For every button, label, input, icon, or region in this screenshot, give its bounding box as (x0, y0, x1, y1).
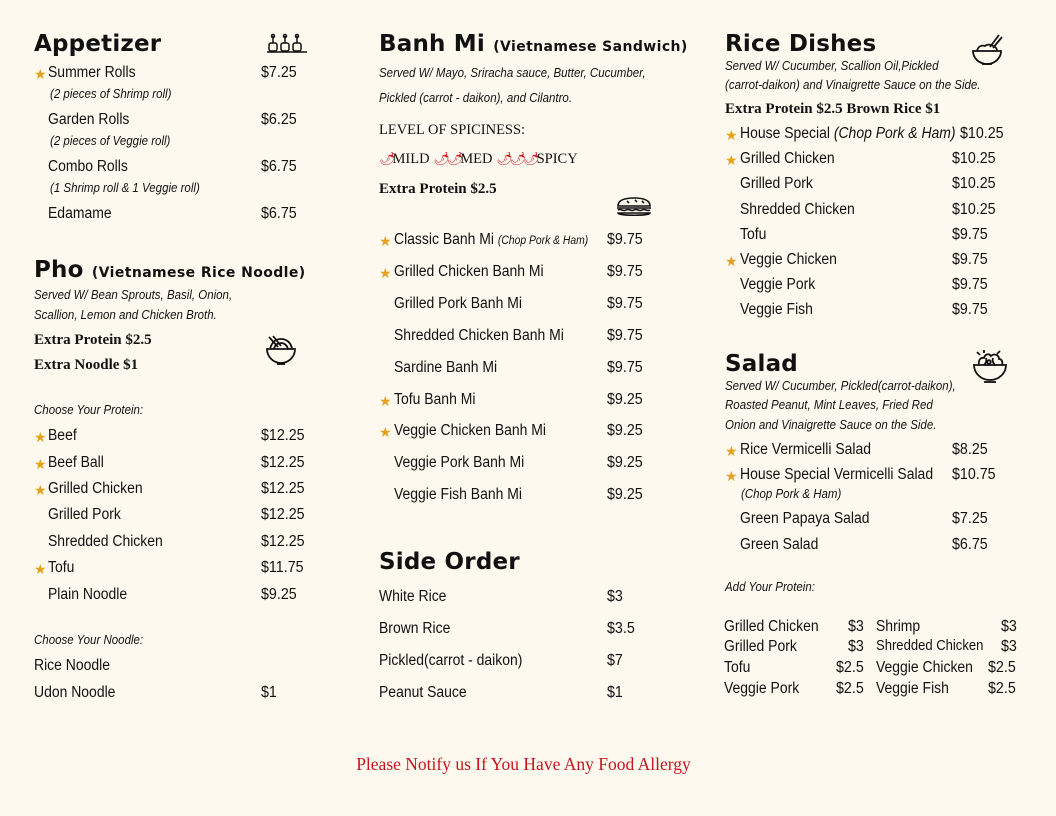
menu-item-price: $9.75 (952, 301, 988, 318)
menu-item-name: Veggie Pork (740, 276, 816, 293)
menu-item-price: $9.75 (607, 359, 643, 376)
menu-item-price: $6.75 (952, 536, 988, 553)
add-protein-price: $3 (848, 618, 864, 635)
menu-item-name: Veggie Fish (740, 301, 813, 318)
menu-item-name: Beef (48, 427, 77, 444)
banhmi-title (379, 33, 688, 56)
side-order-title: Side Order (379, 549, 520, 575)
menu-item-price: $6.75 (261, 158, 297, 175)
menu-item-name: Summer Rolls (48, 64, 136, 81)
chili-pepper-icon: 🌶🌶🌶 (496, 151, 537, 166)
menu-item-price: $12.25 (261, 533, 305, 550)
star-icon: ★ (34, 456, 47, 472)
star-icon: ★ (34, 429, 47, 445)
menu-item-price: $9.75 (607, 231, 643, 248)
menu-item-price: $9.25 (607, 422, 643, 439)
menu-item-name: Veggie Pork Banh Mi (394, 454, 525, 471)
spice-spicy: SPICY (536, 151, 578, 167)
menu-item-price: $1 (607, 684, 623, 701)
star-icon: ★ (34, 66, 47, 82)
add-protein-price: $2.5 (988, 659, 1016, 676)
menu-item-name: Green Papaya Salad (740, 510, 870, 527)
menu-item-name: Peanut Sauce (379, 684, 467, 701)
add-protein-price: $3 (1001, 618, 1017, 635)
menu-item-name: Rice Vermicelli Salad (740, 441, 872, 458)
menu-item-price: $7 (607, 652, 623, 669)
add-protein-name: Tofu (724, 659, 751, 676)
add-protein-price: $2.5 (988, 680, 1016, 697)
menu-item-name: Grilled Chicken (48, 480, 143, 497)
menu-item-name: Udon Noodle (34, 684, 116, 701)
menu-item-price: $9.75 (607, 263, 643, 280)
sandwich-icon (615, 197, 653, 217)
star-icon: ★ (379, 265, 392, 281)
add-protein-price: $2.5 (836, 659, 864, 676)
menu-item-name: Garden Rolls (48, 111, 130, 128)
spice-level-label: LEVEL OF SPICINESS: (379, 122, 526, 138)
add-protein-name: Grilled Pork (724, 638, 797, 655)
salad-description: Served W/ Cucumber, Pickled(carrot-daikon), (725, 379, 956, 393)
menu-item-price: $12.25 (261, 454, 305, 471)
rice-dishes-title: Rice Dishes (725, 31, 877, 57)
pho-title (34, 259, 306, 282)
menu-item-price: $10.25 (952, 201, 996, 218)
menu-item-price: $7.25 (952, 510, 988, 527)
menu-item-price: $12.25 (261, 427, 305, 444)
spice-level-legend (379, 151, 578, 168)
menu-item-name: Green Salad (740, 536, 819, 553)
chili-pepper-icon: 🌶🌶 (433, 151, 461, 166)
star-icon: ★ (725, 468, 738, 484)
star-icon: ★ (725, 253, 738, 269)
menu-item-note: (Chop Pork & Ham) (497, 235, 589, 247)
menu-item-note: (1 Shrimp roll & 1 Veggie roll) (50, 181, 200, 195)
menu-item-price: $9.25 (607, 454, 643, 471)
salad-title: Salad (725, 351, 798, 377)
add-protein-name: Veggie Fish (876, 680, 949, 697)
menu-item-price: $6.25 (261, 111, 297, 128)
pho-extra-noodle: Extra Noodle $1 (34, 357, 139, 373)
menu-item-name: Grilled Pork (48, 506, 121, 523)
menu-item-name: Grilled Pork Banh Mi (394, 295, 522, 312)
choose-protein-label: Choose Your Protein: (34, 403, 144, 417)
menu-item-price: $9.25 (607, 391, 643, 408)
menu-item-price: $10.25 (960, 125, 1004, 142)
pho-bowl-icon (264, 335, 298, 367)
menu-item-name: Tofu (740, 226, 767, 243)
menu-item-price: $8.25 (952, 441, 988, 458)
pho-description: Served W/ Bean Sprouts, Basil, Onion, (34, 288, 233, 302)
menu-item-price: $11.75 (261, 559, 304, 576)
menu-item-name: Veggie Fish Banh Mi (394, 486, 522, 503)
menu-item-price: $12.25 (261, 480, 305, 497)
menu-item-price: $3.5 (607, 620, 635, 637)
menu-item-name: Veggie Chicken Banh Mi (394, 422, 547, 439)
allergy-notice: Please Notify us If You Have Any Food Allergy (356, 754, 691, 774)
menu-item-name: White Rice (379, 588, 447, 605)
appetizer-title: Appetizer (34, 31, 162, 57)
banhmi-title-text: Banh Mi (379, 31, 485, 57)
pho-extra-protein: Extra Protein $2.5 (34, 332, 152, 348)
banhmi-description: Pickled (carrot - daikon), and Cilantro. (379, 91, 573, 105)
salad-bowl-icon (972, 349, 1008, 383)
add-protein-name: Veggie Pork (724, 680, 800, 697)
salad-description: Onion and Vinaigrette Sauce on the Side. (725, 418, 937, 432)
rice-description: (carrot-daikon) and Vinaigrette Sauce on the Side. (725, 78, 981, 92)
rice-bowl-chopsticks-icon (970, 34, 1004, 66)
menu-item-name: House Special (Chop Pork & Ham) (740, 125, 956, 142)
add-protein-name: Veggie Chicken (876, 659, 973, 676)
menu-item-note: (Chop Pork & Ham) (833, 125, 956, 142)
skewer-appetizer-icon (265, 33, 309, 55)
menu-item-name: Shredded Chicken (740, 201, 855, 218)
rice-description: Served W/ Cucumber, Scallion Oil,Pickled (725, 59, 939, 73)
menu-item-name: Brown Rice (379, 620, 451, 637)
menu-item-price: $10.25 (952, 175, 996, 192)
menu-item-price: $6.75 (261, 205, 297, 222)
menu-item-price: $9.75 (607, 295, 643, 312)
choose-noodle-label: Choose Your Noodle: (34, 633, 144, 647)
rice-extra: Extra Protein $2.5 Brown Rice $1 (725, 101, 941, 117)
banhmi-description: Served W/ Mayo, Sriracha sauce, Butter, Cucumber, (379, 66, 646, 80)
menu-item-name: Rice Noodle (34, 657, 110, 674)
menu-item-name: Grilled Chicken (740, 150, 835, 167)
add-protein-label: Add Your Protein: (725, 580, 815, 594)
menu-item-name: Tofu (48, 559, 75, 576)
menu-item-name: House Special Vermicelli Salad (740, 466, 934, 483)
menu-item-price: $9.75 (952, 276, 988, 293)
menu-item-note: (2 pieces of Veggie roll) (50, 134, 171, 148)
add-protein-price: $2.5 (836, 680, 864, 697)
chili-pepper-icon: 🌶 (379, 151, 393, 166)
menu-item-price: $9.25 (261, 586, 297, 603)
pho-subtitle: (Vietnamese Rice Noodle) (91, 265, 306, 281)
star-icon: ★ (379, 424, 392, 440)
add-protein-name: Shrimp (876, 618, 921, 635)
menu-item-name: Combo Rolls (48, 158, 128, 175)
star-icon: ★ (34, 561, 47, 577)
star-icon: ★ (379, 393, 392, 409)
banhmi-subtitle: (Vietnamese Sandwich) (493, 39, 688, 55)
menu-item-name: Veggie Chicken (740, 251, 837, 268)
menu-item-price: $12.25 (261, 506, 305, 523)
menu-item-price: $9.25 (607, 486, 643, 503)
add-protein-price: $3 (848, 638, 864, 655)
star-icon: ★ (379, 233, 392, 249)
salad-description: Roasted Peanut, Mint Leaves, Fried Red (725, 398, 933, 412)
menu-item-price: $3 (607, 588, 623, 605)
add-protein-name: Shredded Chicken (876, 638, 984, 654)
menu-item-name: Grilled Pork (740, 175, 813, 192)
star-icon: ★ (725, 152, 738, 168)
menu-item-name: Pickled(carrot - daikon) (379, 652, 523, 669)
menu-item-price: $10.25 (952, 150, 996, 167)
menu-item-price: $9.75 (607, 327, 643, 344)
menu-item-note: (2 pieces of Shrimp roll) (50, 87, 172, 101)
menu-item-name: Edamame (48, 205, 112, 222)
menu-item-price: $10.75 (952, 466, 996, 483)
menu-item-name: Beef Ball (48, 454, 104, 471)
add-protein-price: $3 (1001, 638, 1017, 655)
menu-item-name: Tofu Banh Mi (394, 391, 476, 408)
menu-item-name: Shredded Chicken (48, 533, 163, 550)
spice-mild: MILD (392, 151, 430, 167)
menu-item-name: Classic Banh Mi (Chop Pork & Ham) (394, 231, 589, 248)
menu-item-price: $9.75 (952, 226, 988, 243)
add-protein-name: Grilled Chicken (724, 618, 819, 635)
menu-item-name: Shredded Chicken Banh Mi (394, 327, 564, 344)
menu-item-name: Grilled Chicken Banh Mi (394, 263, 544, 280)
star-icon: ★ (725, 127, 738, 143)
star-icon: ★ (725, 443, 738, 459)
menu-item-note: (Chop Pork & Ham) (741, 487, 842, 501)
menu-item-name: Plain Noodle (48, 586, 128, 603)
pho-title-text: Pho (34, 257, 84, 283)
menu-item-price: $9.75 (952, 251, 988, 268)
star-icon: ★ (34, 482, 47, 498)
menu-item-price: $7.25 (261, 64, 297, 81)
menu-item-price: $1 (261, 684, 277, 701)
menu-item-name: Sardine Banh Mi (394, 359, 498, 376)
spice-med: MED (460, 151, 493, 167)
pho-description: Scallion, Lemon and Chicken Broth. (34, 308, 217, 322)
banhmi-extra-protein: Extra Protein $2.5 (379, 181, 497, 197)
